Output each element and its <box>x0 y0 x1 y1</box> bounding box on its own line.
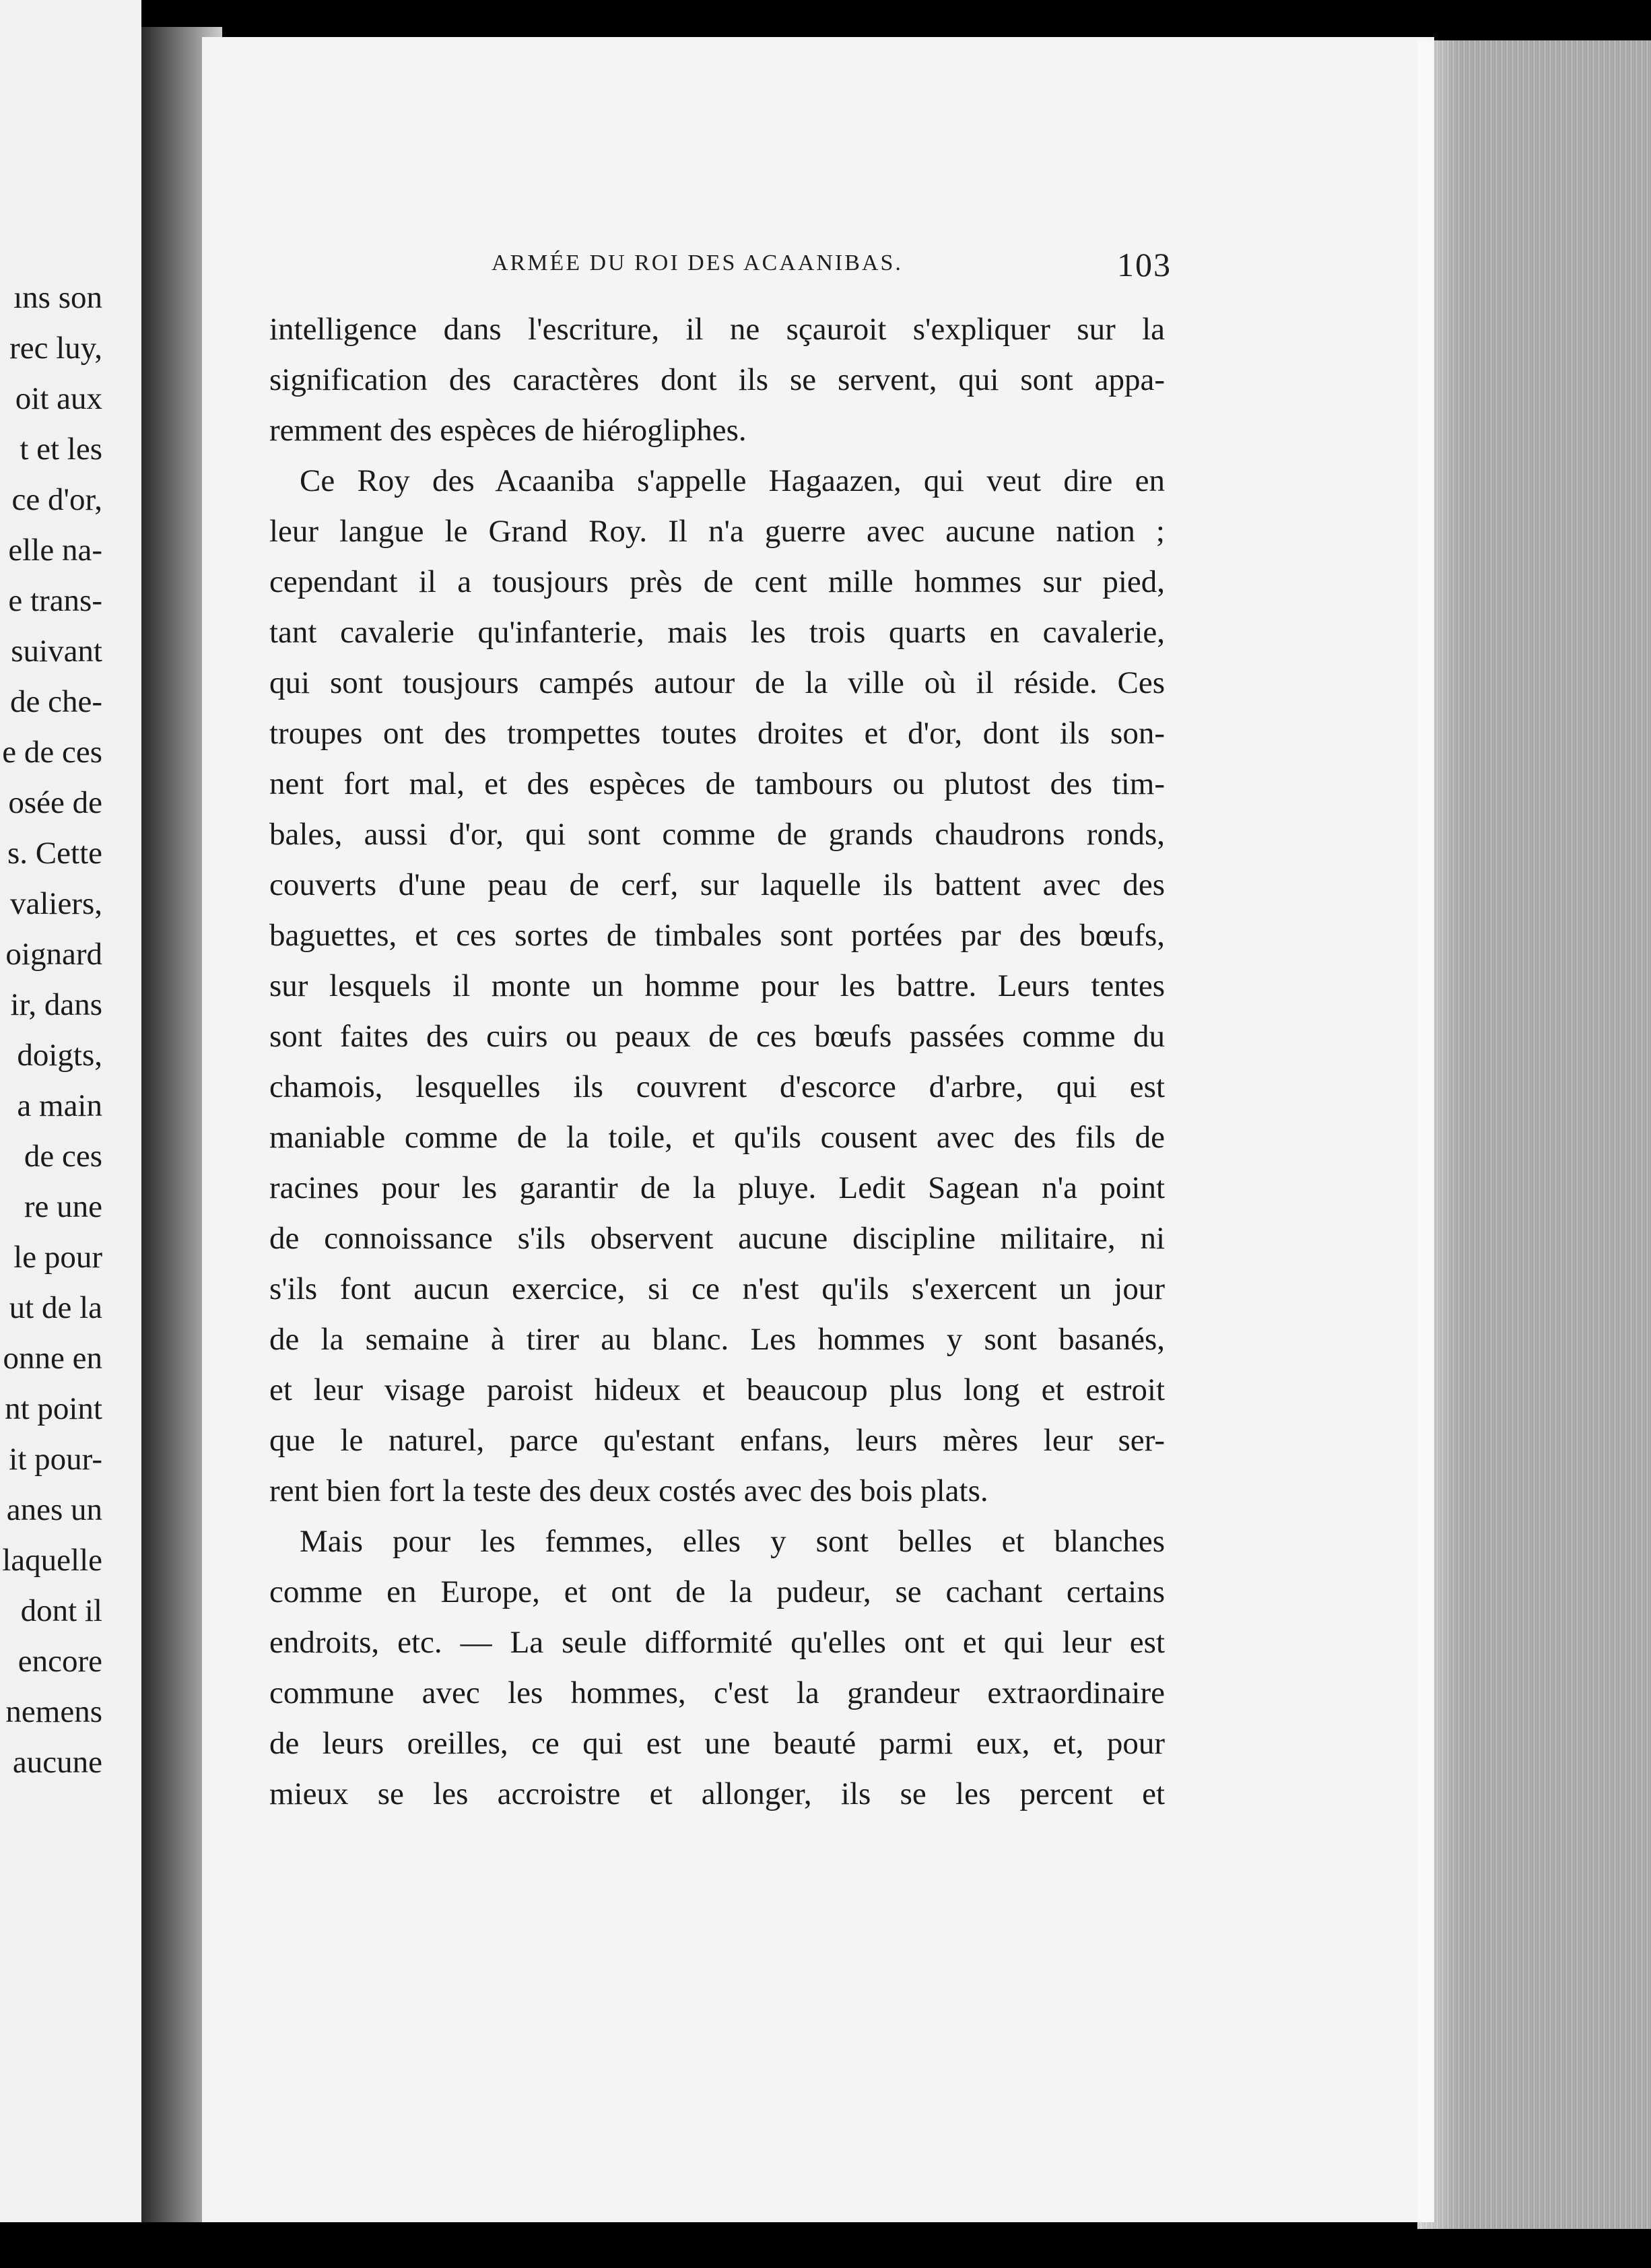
running-head <box>290 246 1172 291</box>
left-line: elle na- <box>8 533 102 568</box>
text-line: comme en Europe, et ont de la pudeur, se cachant certains <box>269 1574 1165 1609</box>
text-line: que le naturel, parce qu'estant enfans, leurs mères leur ser- <box>269 1423 1165 1458</box>
text-line: nent fort mal, et des espèces de tambours ou plutost des tim- <box>269 766 1165 801</box>
left-line: laquelle <box>2 1543 102 1578</box>
left-line: oit aux <box>15 381 102 416</box>
left-line: doigts, <box>17 1038 102 1073</box>
text-line: tant cavalerie qu'infanterie, mais les trois quarts en cavalerie, <box>269 615 1165 650</box>
left-line: osée de <box>8 785 102 820</box>
left-line: suivant <box>11 634 102 669</box>
left-page-text <box>2 273 102 1788</box>
text-line: maniable comme de la toile, et qu'ils cousent avec des fils de <box>269 1120 1165 1155</box>
text-line: remment des espèces de hiérogliphes. <box>269 413 747 448</box>
left-line: oignard <box>5 937 102 972</box>
body-text <box>269 304 1165 1820</box>
left-line: ut de la <box>9 1290 102 1325</box>
text-line: qui sont tousjours campés autour de la ville où il réside. Ces <box>269 665 1165 700</box>
text-line: chamois, lesquelles ils couvrent d'escorce d'arbre, qui est <box>269 1069 1165 1104</box>
text-line: couverts d'une peau de cerf, sur laquelle ils battent avec des <box>269 867 1165 902</box>
running-title: ARMÉE DU ROI DES ACAANIBAS. <box>492 251 903 275</box>
left-line: le pour <box>13 1240 102 1275</box>
text-line: Ce Roy des Acaaniba s'appelle Hagaazen, qui veut dire en <box>300 463 1165 498</box>
page-edge-shade <box>1417 40 1458 2229</box>
left-line: nt point <box>5 1391 102 1426</box>
text-line: signification des caractères dont ils se servent, qui sont appa- <box>269 362 1165 397</box>
left-line: valiers, <box>9 886 102 921</box>
text-line: racines pour les garantir de la pluye. Ledit Sagean n'a point <box>269 1170 1165 1205</box>
left-line: nemens <box>5 1694 102 1729</box>
left-line: a main <box>17 1088 102 1123</box>
text-line: sont faites des cuirs ou peaux de ces bœufs passées comme du <box>269 1019 1165 1054</box>
text-line: de connoissance s'ils observent aucune discipline militaire, ni <box>269 1221 1165 1256</box>
text-line: bales, aussi d'or, qui sont comme de grands chaudrons ronds, <box>269 817 1165 852</box>
left-line: ir, dans <box>10 987 102 1022</box>
left-line: encore <box>18 1644 102 1679</box>
left-line: re une <box>24 1189 102 1224</box>
left-line: aucune <box>12 1745 102 1780</box>
left-line: t et les <box>20 432 102 467</box>
left-line: ce d'or, <box>11 482 102 517</box>
left-line: rec luy, <box>9 331 102 366</box>
left-line: it pour- <box>9 1442 102 1477</box>
text-line: intelligence dans l'escriture, il ne sçauroit s'expliquer sur la <box>269 312 1165 347</box>
text-line: de leurs oreilles, ce qui est une beauté parmi eux, et, pour <box>269 1726 1165 1761</box>
left-line: s. Cette <box>7 836 102 871</box>
text-line: cependant il a tousjours près de cent mille hommes sur pied, <box>269 564 1165 599</box>
text-line: et leur visage paroist hideux et beaucoup plus long et estroit <box>269 1372 1165 1407</box>
left-line: anes un <box>6 1492 102 1527</box>
text-line: Mais pour les femmes, elles y sont belles et blanches <box>300 1524 1165 1559</box>
left-line: ıns son <box>13 280 102 315</box>
text-line: mieux se les accroistre et allonger, ils se les percent et <box>269 1776 1165 1811</box>
text-line: baguettes, et ces sortes de timbales sont portées par des bœufs, <box>269 918 1165 953</box>
left-line: onne en <box>3 1341 102 1376</box>
text-line: sur lesquels il monte un homme pour les battre. Leurs tentes <box>269 968 1165 1003</box>
left-facing-page <box>0 0 141 2222</box>
left-line: e trans- <box>8 583 102 618</box>
left-line: dont il <box>20 1593 102 1628</box>
page-number: 103 <box>1117 246 1172 284</box>
left-line: de ces <box>24 1139 102 1174</box>
text-line: commune avec les hommes, c'est la grandeur extraordinaire <box>269 1675 1165 1710</box>
text-line: troupes ont des trompettes toutes droites et d'or, dont ils son- <box>269 716 1165 751</box>
left-line: e de ces <box>2 735 102 770</box>
text-line: s'ils font aucun exercice, si ce n'est qu'ils s'exercent un jour <box>269 1271 1165 1306</box>
text-line: de la semaine à tirer au blanc. Les hommes y sont basanés, <box>269 1322 1165 1357</box>
text-line: rent bien fort la teste des deux costés avec des bois plats. <box>269 1473 988 1508</box>
text-line: endroits, etc. — La seule difformité qu'elles ont et qui leur est <box>269 1625 1165 1660</box>
text-line: leur langue le Grand Roy. Il n'a guerre avec aucune nation ; <box>269 514 1165 549</box>
left-line: de che- <box>10 684 102 719</box>
